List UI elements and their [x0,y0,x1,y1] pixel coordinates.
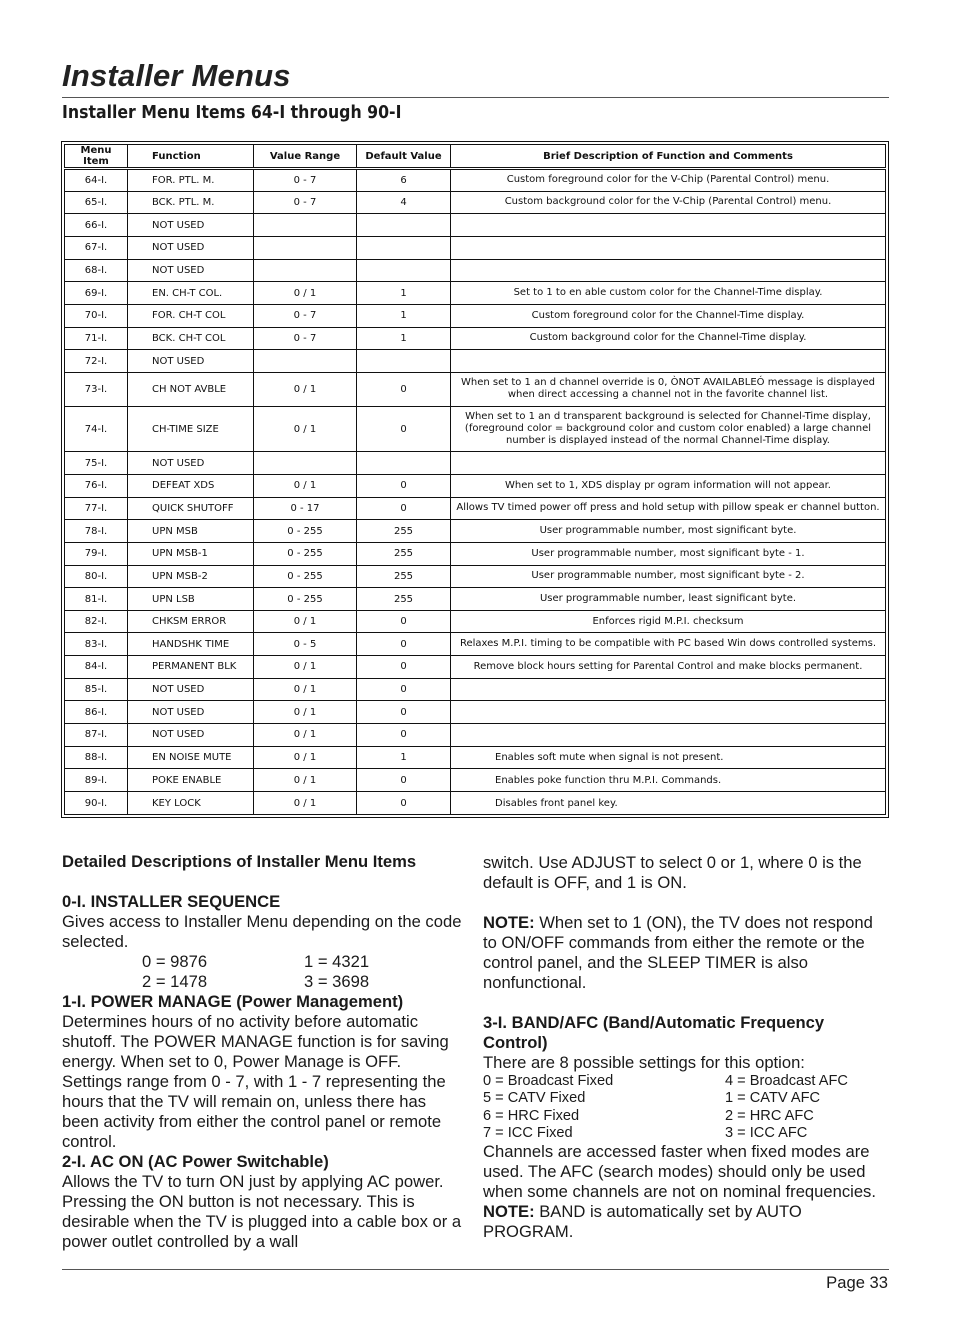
cell-menu-item: 71-I. [65,327,128,350]
cell-function: NOT USED [128,724,254,747]
cell-description: Custom background color for the V-Chip (Parental Control) menu. [451,191,886,214]
cell-description: When set to 1 an d channel override is 0, ÒNOT AVAILABLEÓ message is displayed when direct accessing a channel not in the favorite channel list. [451,372,886,406]
cell-description [451,350,886,373]
cell-function: CHKSM ERROR [128,610,254,633]
cell-description [451,678,886,701]
cell-menu-item: 77-I. [65,497,128,520]
cell-function: UPN MSB-1 [128,542,254,565]
cell-menu-item: 68-I. [65,259,128,282]
cell-default-value: 0 [357,610,451,633]
cell-function: CH NOT AVBLE [128,372,254,406]
cell-value-range [254,452,357,475]
cell-description: User programmable number, most significant byte. [451,520,886,543]
cell-menu-item: 85-I. [65,678,128,701]
cell-menu-item: 86-I. [65,701,128,724]
cell-menu-item: 76-I. [65,474,128,497]
table-row [65,282,886,305]
cell-default-value: 255 [357,588,451,611]
cell-menu-item: 70-I. [65,304,128,327]
band-setting: 3 = ICC AFC [725,1124,808,1141]
note-label: NOTE: [483,913,535,932]
band-afc-text: There are 8 possible settings for this option: [483,1053,805,1072]
cell-value-range: 0 - 7 [254,169,357,192]
column-header: Menu Item [65,145,128,169]
table-row [65,327,886,350]
band-setting: 6 = HRC Fixed [483,1107,580,1124]
cell-default-value [357,350,451,373]
cell-default-value: 0 [357,406,451,451]
cell-default-value: 1 [357,327,451,350]
cell-description: Allows TV timed power off press and hold setup with pillow speak er channel button. [451,497,886,520]
note-label: NOTE: [483,1202,535,1222]
cell-function: BCK. CH-T COL [128,327,254,350]
table-row [65,520,886,543]
code-item: 1 = 4321 [304,952,370,971]
code-list [62,952,462,992]
cell-menu-item: 89-I. [65,769,128,792]
page-title: Installer Menus [62,58,291,93]
cell-default-value: 0 [357,701,451,724]
cell-description [451,259,886,282]
cell-description: Custom background color for the Channel-Time display. [451,327,886,350]
cell-value-range: 0 - 5 [254,633,357,656]
table-row [65,214,886,237]
cell-description: Enables soft mute when signal is not present. [451,746,886,769]
column-header: Value Range [254,145,357,169]
right-column [483,853,891,1242]
table-row [65,610,886,633]
cell-menu-item: 78-I. [65,520,128,543]
note-text: When set to 1 (ON), the TV does not respond to ON/OFF commands from either the remote or the control panel, and the SLEEP TIMER is also nonfunctional. [483,913,873,992]
table-row [65,656,886,679]
cell-value-range: 0 - 255 [254,520,357,543]
band-setting: 4 = Broadcast AFC [725,1073,848,1089]
table-row [65,350,886,373]
column-header: Default Value [357,145,451,169]
cell-menu-item: 67-I. [65,236,128,259]
cell-function: UPN LSB [128,588,254,611]
cell-menu-item: 66-I. [65,214,128,237]
cell-description [451,214,886,237]
table-row [65,633,886,656]
cell-function: NOT USED [128,701,254,724]
table-row [65,191,886,214]
cell-value-range: 0 / 1 [254,406,357,451]
cell-function: NOT USED [128,452,254,475]
note-ac-on [483,913,891,993]
cell-value-range: 0 / 1 [254,746,357,769]
cell-value-range: 0 / 1 [254,372,357,406]
cell-default-value: 255 [357,542,451,565]
page-number: Page 33 [826,1273,888,1292]
table-row [65,236,886,259]
cell-value-range: 0 / 1 [254,474,357,497]
left-column [62,852,462,1252]
cell-menu-item: 83-I. [65,633,128,656]
footer-divider [62,1269,889,1270]
installer-sequence-text: Gives access to Installer Menu depending on the code selected. [62,912,462,951]
cell-menu-item: 69-I. [65,282,128,305]
band-setting: 2 = HRC AFC [725,1107,814,1124]
table-row [65,792,886,815]
cell-value-range: 0 / 1 [254,282,357,305]
table-row [65,259,886,282]
ac-on-heading: 2-I. AC ON (AC Power Switchable) [62,1152,329,1171]
table-row [65,452,886,475]
cell-description: User programmable number, least significant byte. [451,588,886,611]
cell-menu-item: 65-I. [65,191,128,214]
cell-menu-item: 74-I. [65,406,128,451]
cell-description [451,724,886,747]
band-setting: 7 = ICC Fixed [483,1124,573,1141]
band-afc-heading: 3-I. BAND/AFC (Band/Automatic Frequency Control) [483,1013,825,1052]
cell-description: Custom foreground color for the V-Chip (Parental Control) menu. [451,169,886,192]
table-row [65,678,886,701]
cell-value-range: 0 / 1 [254,701,357,724]
cell-menu-item: 64-I. [65,169,128,192]
cell-default-value: 0 [357,372,451,406]
cell-default-value: 0 [357,633,451,656]
column-header: Brief Description of Function and Comments [451,145,886,169]
cell-default-value: 6 [357,169,451,192]
cell-function: POKE ENABLE [128,769,254,792]
column-header: Function [128,145,254,169]
cell-menu-item: 72-I. [65,350,128,373]
cell-menu-item: 88-I. [65,746,128,769]
cell-value-range: 0 / 1 [254,678,357,701]
cell-value-range [254,350,357,373]
cell-value-range: 0 / 1 [254,792,357,815]
cell-default-value [357,236,451,259]
cell-default-value [357,259,451,282]
cell-description: Disables front panel key. [451,792,886,815]
cell-value-range: 0 - 7 [254,191,357,214]
installer-menu-table [61,141,889,818]
ac-on-text: Allows the TV to turn ON just by applying AC power. Pressing the ON button is not necessary. This is desirable when the TV is plugged into a cable box or a power outlet controlled by a wall [62,1172,462,1251]
table-row [65,372,886,406]
code-item: 2 = 1478 [142,972,208,991]
cell-value-range: 0 - 7 [254,327,357,350]
cell-function: NOT USED [128,214,254,237]
cell-description: Enforces rigid M.P.I. checksum [451,610,886,633]
section-title: Installer Menu Items 64-I through 90-I [62,103,402,123]
cell-default-value: 1 [357,304,451,327]
table-row [65,724,886,747]
cell-description: Remove block hours setting for Parental Control and make blocks permanent. [451,656,886,679]
cell-description: When set to 1, XDS display pr ogram information will not appear. [451,474,886,497]
cell-description [451,701,886,724]
cell-value-range: 0 / 1 [254,610,357,633]
cell-menu-item: 90-I. [65,792,128,815]
cell-function: EN. CH-T COL. [128,282,254,305]
ac-on-text-continued: switch. Use ADJUST to select 0 or 1, where 0 is the default is OFF, and 1 is ON. [483,853,862,892]
cell-description: Custom foreground color for the Channel-Time display. [451,304,886,327]
table-row [65,497,886,520]
code-item: 3 = 3698 [304,972,370,991]
cell-value-range: 0 / 1 [254,724,357,747]
cell-menu-item: 81-I. [65,588,128,611]
band-setting: 0 = Broadcast Fixed [483,1073,614,1089]
cell-menu-item: 82-I. [65,610,128,633]
cell-function: UPN MSB [128,520,254,543]
band-afc-text-2: Channels are accessed faster when fixed modes are used. The AFC (search modes) should only be used when some channels are not on nominal frequencies. [483,1142,876,1202]
cell-default-value: 255 [357,565,451,588]
cell-description: When set to 1 an d transparent background is selected for Channel-Time display, (foreground color = background color and custom color enabled) a large channel number is displayed instead of the normal Channel-Time display. [451,406,886,451]
cell-value-range: 0 - 255 [254,542,357,565]
cell-function: PERMANENT BLK [128,656,254,679]
cell-default-value: 1 [357,746,451,769]
table-row [65,406,886,451]
cell-function: KEY LOCK [128,792,254,815]
cell-value-range [254,259,357,282]
cell-default-value: 0 [357,678,451,701]
cell-description: Set to 1 to en able custom color for the Channel-Time display. [451,282,886,305]
band-setting: 5 = CATV Fixed [483,1090,586,1107]
power-manage-text: Determines hours of no activity before automatic shutoff. The POWER MANAGE function is for saving energy. When set to 0, Power Manage is OFF. Settings range from 0 - 7, with 1 - 7 representing the hours that the TV will remain on, unless there has been activity from either the control panel or remote control. [62,1012,449,1151]
menu-table [64,144,886,815]
cell-menu-item: 84-I. [65,656,128,679]
cell-description: User programmable number, most significant byte - 2. [451,565,886,588]
cell-value-range: 0 / 1 [254,656,357,679]
band-settings-list [483,1073,891,1142]
table-row [65,565,886,588]
cell-function: NOT USED [128,350,254,373]
note-band [483,1202,891,1242]
cell-default-value: 0 [357,792,451,815]
cell-default-value: 0 [357,497,451,520]
cell-description [451,236,886,259]
cell-default-value: 255 [357,520,451,543]
table-row [65,701,886,724]
cell-value-range: 0 - 17 [254,497,357,520]
cell-value-range: 0 - 255 [254,588,357,611]
cell-function: BCK. PTL. M. [128,191,254,214]
descriptions-heading: Detailed Descriptions of Installer Menu Items [62,852,417,871]
cell-function: DEFEAT XDS [128,474,254,497]
cell-default-value: 4 [357,191,451,214]
cell-default-value: 0 [357,474,451,497]
cell-default-value: 0 [357,769,451,792]
cell-function: NOT USED [128,259,254,282]
cell-menu-item: 87-I. [65,724,128,747]
cell-description: User programmable number, most significant byte - 1. [451,542,886,565]
cell-default-value [357,452,451,475]
cell-function: UPN MSB-2 [128,565,254,588]
band-setting: 1 = CATV AFC [725,1090,821,1107]
cell-menu-item: 79-I. [65,542,128,565]
table-row [65,304,886,327]
cell-default-value: 1 [357,282,451,305]
cell-value-range: 0 - 255 [254,565,357,588]
table-row [65,769,886,792]
cell-menu-item: 80-I. [65,565,128,588]
cell-value-range: 0 - 7 [254,304,357,327]
cell-value-range: 0 / 1 [254,769,357,792]
table-row [65,746,886,769]
cell-default-value: 0 [357,656,451,679]
cell-default-value: 0 [357,724,451,747]
table-row [65,169,886,192]
table-row [65,588,886,611]
table-header-row [65,145,886,169]
cell-default-value [357,214,451,237]
installer-sequence-heading: 0-I. INSTALLER SEQUENCE [62,892,281,911]
cell-function: NOT USED [128,236,254,259]
cell-function: QUICK SHUTOFF [128,497,254,520]
cell-menu-item: 73-I. [65,372,128,406]
cell-function: FOR. CH-T COL [128,304,254,327]
note-text: BAND is automatically set by AUTO PROGRAM. [483,1202,802,1242]
cell-description: Relaxes M.P.I. timing to be compatible with PC based Win dows controlled systems. [451,633,886,656]
cell-value-range [254,214,357,237]
cell-function: FOR. PTL. M. [128,169,254,192]
cell-function: CH-TIME SIZE [128,406,254,451]
cell-value-range [254,236,357,259]
cell-function: NOT USED [128,678,254,701]
cell-description: Enables poke function thru M.P.I. Commands. [451,769,886,792]
power-manage-heading: 1-I. POWER MANAGE (Power Management) [62,992,404,1011]
cell-description [451,452,886,475]
table-row [65,542,886,565]
table-row [65,474,886,497]
title-divider [62,97,889,98]
cell-function: EN NOISE MUTE [128,746,254,769]
cell-menu-item: 75-I. [65,452,128,475]
cell-function: HANDSHK TIME [128,633,254,656]
code-item: 0 = 9876 [142,952,208,971]
